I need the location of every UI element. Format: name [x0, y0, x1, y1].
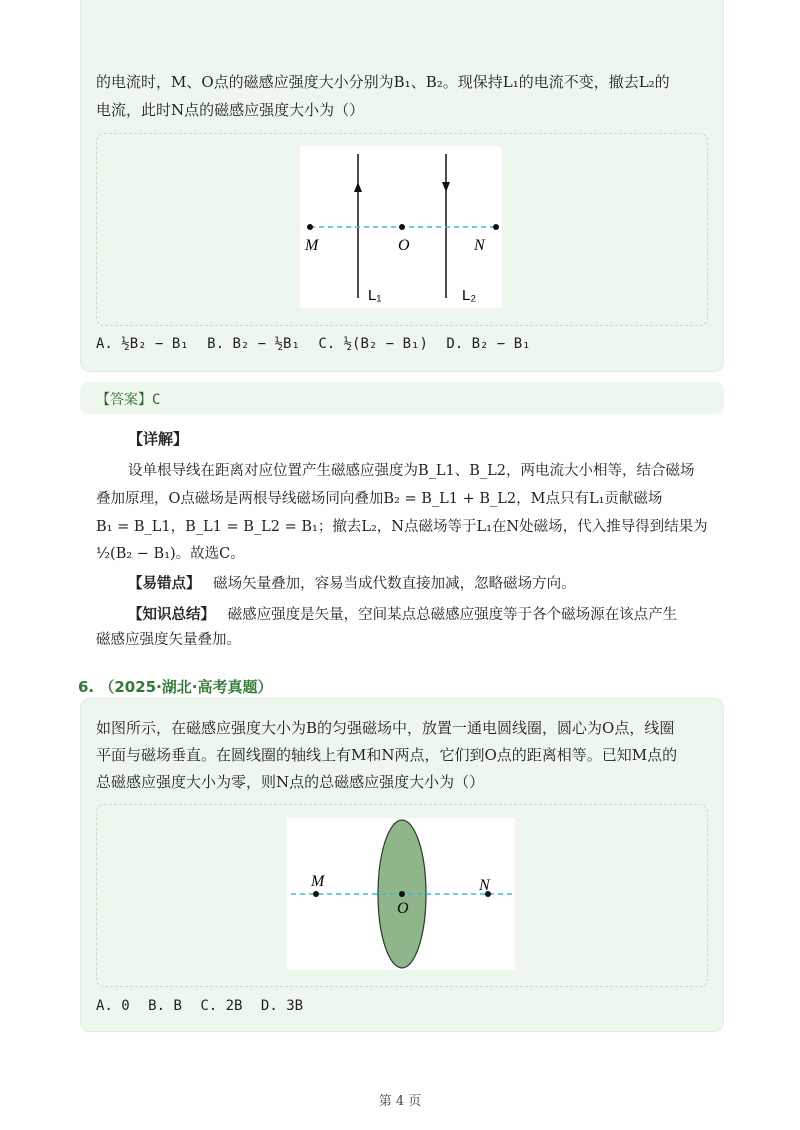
label-m: M	[311, 873, 325, 890]
q5-choice-b[interactable]: B. B₂ − ½B₁	[207, 336, 300, 352]
error-label: 【易错点】	[128, 575, 201, 592]
label-o: O	[398, 237, 410, 254]
q6-choice-d[interactable]: D. 3B	[260, 998, 304, 1014]
q6-choices	[96, 998, 313, 1014]
q6-stem-line-2: 平面与磁场垂直。在圆线圈的轴线上有M和N两点，它们到O点的距离相等。已知M点的	[96, 746, 678, 764]
summary-text-2: 磁感应强度矢量叠加。	[96, 632, 241, 648]
q6-number: 6. （2025·湖北·高考真题）	[78, 678, 273, 696]
point-m	[307, 224, 313, 230]
q6-choice-c[interactable]: C. 2B	[200, 998, 243, 1014]
q6-stem-line-1: 如图所示，在磁感应强度大小为B的匀强磁场中，放置一通电圆线圈，圆心为O点，线圈	[96, 719, 675, 737]
q6-choice-b[interactable]: B. B	[148, 998, 182, 1014]
point-n	[493, 224, 499, 230]
label-l1: L₁	[368, 287, 382, 304]
page-number: 第 4 页	[378, 1094, 422, 1109]
label-n: N	[479, 877, 490, 894]
q5-stem-line-2: 电流，此时N点的磁感应强度大小为（）	[96, 101, 365, 119]
summary-text-1: 磁感应强度是矢量，空间某点总磁感应强度等于各个磁场源在该点产生	[227, 607, 678, 623]
q5-choice-d[interactable]: D. B₂ − B₁	[446, 336, 531, 352]
detail-line-4: ½(B₂ − B₁)。故选C。	[96, 546, 245, 562]
point-o	[399, 891, 405, 897]
arrow-down-icon	[442, 182, 450, 192]
q5-choice-c[interactable]: C. ½(B₂ − B₁)	[318, 336, 428, 352]
arrow-up-icon	[354, 182, 362, 192]
detail-line-2: 叠加原理，O点磁场是两根导线磁场同向叠加B₂ = B_L1 + B_L2，M点只有L₁贡献磁场	[96, 491, 663, 507]
q5-figure-svg	[300, 146, 502, 308]
summary-point	[128, 603, 677, 627]
detail-line-1: 设单根导线在距离对应位置产生磁感应强度为B_L1、B_L2，两电流大小相等，结合磁场	[128, 463, 695, 479]
q5-choice-a[interactable]: A. ½B₂ − B₁	[96, 336, 189, 352]
answer-text: 【答案】C	[96, 392, 161, 408]
error-point	[128, 572, 576, 596]
point-m	[313, 891, 319, 897]
q6-stem-line-3: 总磁感应强度大小为零，则N点的总磁感应强度大小为（）	[96, 773, 485, 791]
q6-choice-a[interactable]: A. 0	[96, 998, 130, 1014]
label-n: N	[474, 237, 485, 254]
q5-stem-line-1: 的电流时，M、O点的磁感应强度大小分别为B₁、B₂。现保持L₁的电流不变，撤去L₂的	[96, 73, 670, 91]
q5-figure	[300, 146, 502, 308]
detail-heading: 【详解】	[128, 430, 189, 448]
detail-line-3: B₁ = B_L1，B_L1 = B_L2 = B₁；撤去L₂，N点磁场等于L₁在N处磁场，代入推导得到结果为	[96, 519, 708, 535]
answer-bar	[80, 382, 724, 414]
label-o: O	[397, 900, 409, 917]
q5-choices	[96, 336, 541, 352]
q6-figure	[287, 818, 515, 970]
point-o	[399, 224, 405, 230]
label-m: M	[305, 237, 319, 254]
summary-label: 【知识总结】	[128, 606, 215, 623]
label-l2: L₂	[462, 287, 477, 304]
q6-figure-svg	[287, 818, 515, 970]
error-text: 磁场矢量叠加，容易当成代数直接加减，忽略磁场方向。	[213, 576, 576, 592]
